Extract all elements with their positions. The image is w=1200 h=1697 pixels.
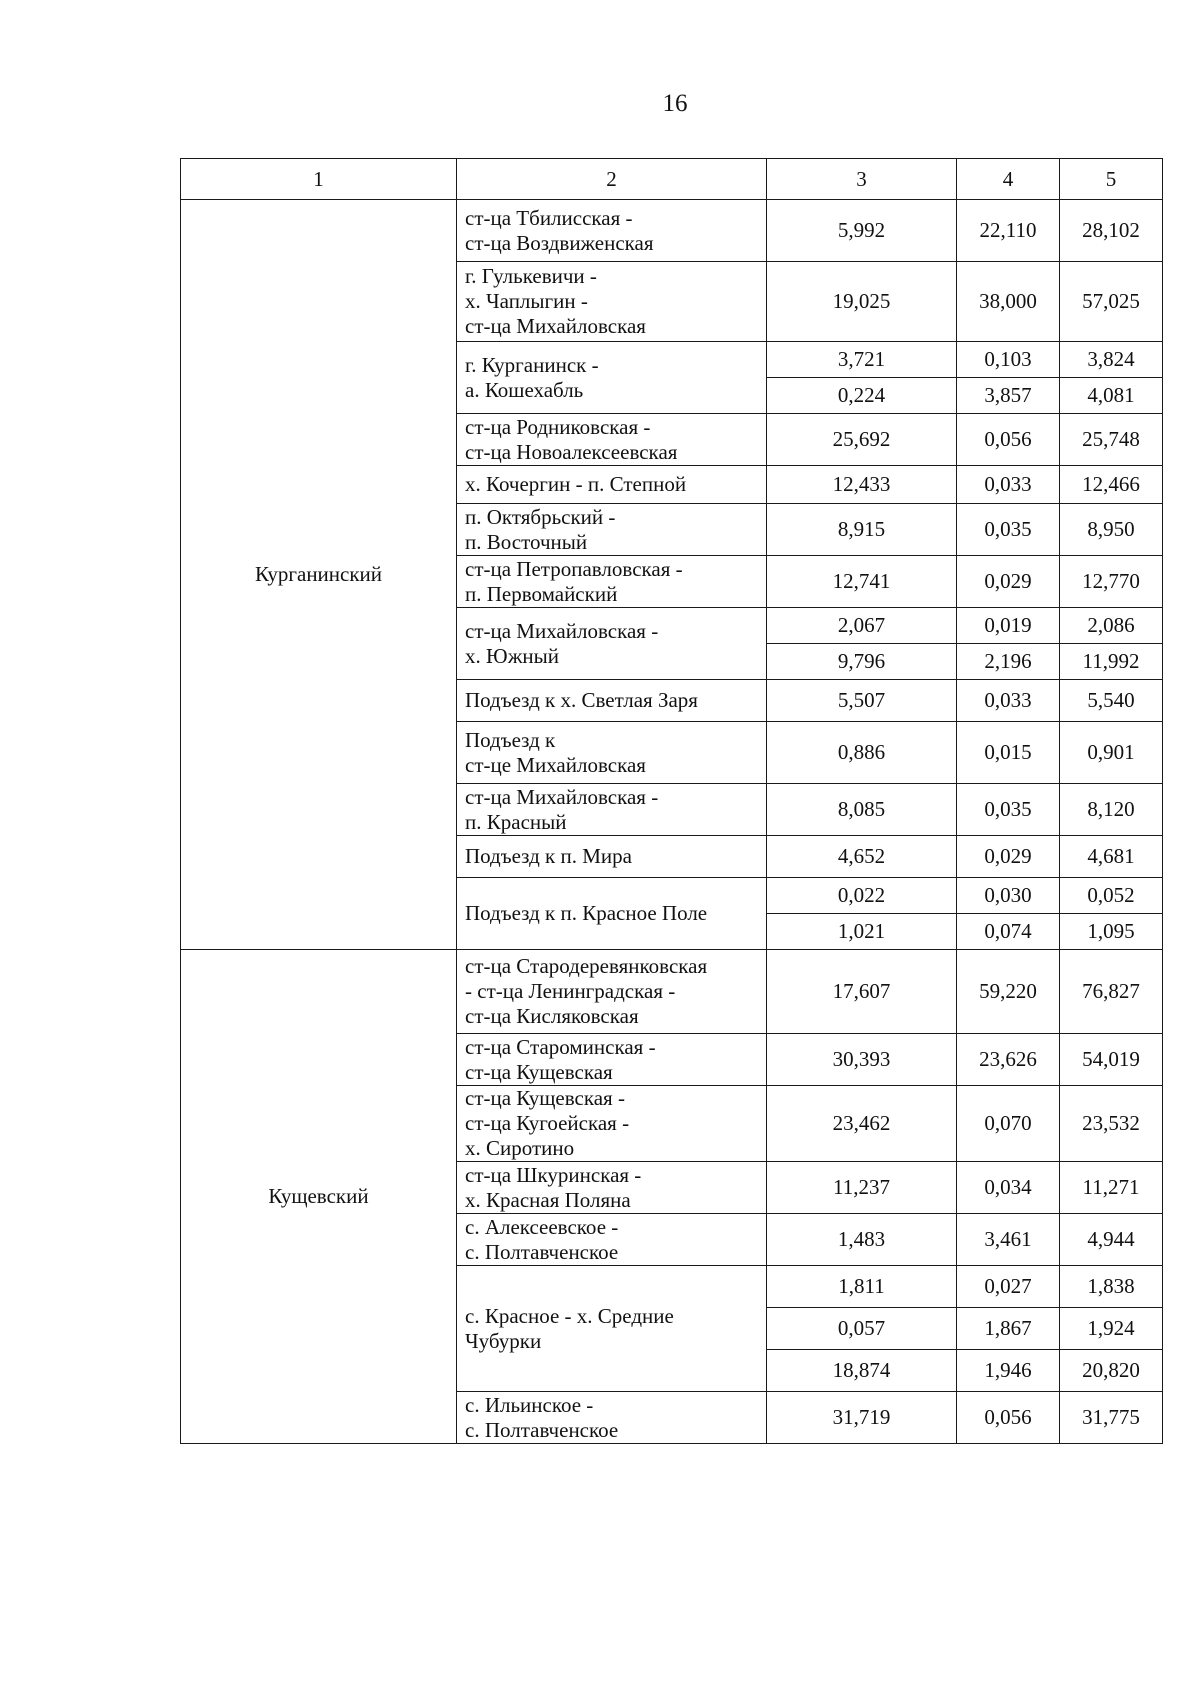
value-cell-col-5: 23,532 (1060, 1086, 1163, 1162)
value-cell-col-4: 0,103 (957, 342, 1060, 378)
road-name-cell: ст-ца Кущевская - ст-ца Кугоейская - х. Сиротино (457, 1086, 767, 1162)
value-cell-col-4: 22,110 (957, 200, 1060, 262)
value-cell-col-4: 0,015 (957, 722, 1060, 784)
header-cell: 4 (957, 159, 1060, 200)
value-cell-col-5: 11,992 (1060, 644, 1163, 680)
value-cell-col-3: 25,692 (767, 414, 957, 466)
value-cell-col-5: 4,681 (1060, 836, 1163, 878)
value-cell-col-5: 57,025 (1060, 262, 1163, 342)
value-cell-col-5: 12,466 (1060, 466, 1163, 504)
road-name-cell: ст-ца Стародеревянковская - ст-ца Ленинградская - ст-ца Кисляковская (457, 950, 767, 1034)
value-cell-col-4: 0,033 (957, 680, 1060, 722)
value-cell-col-4: 0,027 (957, 1266, 1060, 1308)
road-name-cell: Подъезд к х. Светлая Заря (457, 680, 767, 722)
value-cell-col-5: 8,950 (1060, 504, 1163, 556)
value-cell-col-4: 1,946 (957, 1350, 1060, 1392)
value-cell-col-3: 9,796 (767, 644, 957, 680)
value-cell-col-4: 0,019 (957, 608, 1060, 644)
value-cell-col-3: 8,915 (767, 504, 957, 556)
value-cell-col-4: 23,626 (957, 1034, 1060, 1086)
value-cell-col-5: 28,102 (1060, 200, 1163, 262)
road-name-cell: ст-ца Шкуринская - х. Красная Поляна (457, 1162, 767, 1214)
value-cell-col-4: 0,035 (957, 504, 1060, 556)
table-row (181, 200, 1163, 262)
value-cell-col-5: 3,824 (1060, 342, 1163, 378)
road-name-cell: Подъезд к ст-це Михайловская (457, 722, 767, 784)
value-cell-col-5: 54,019 (1060, 1034, 1163, 1086)
road-name-cell: г. Курганинск - а. Кошехабль (457, 342, 767, 414)
value-cell-col-4: 0,029 (957, 556, 1060, 608)
value-cell-col-5: 12,770 (1060, 556, 1163, 608)
value-cell-col-4: 2,196 (957, 644, 1060, 680)
road-name-cell: ст-ца Михайловская - п. Красный (457, 784, 767, 836)
road-name-cell: ст-ца Петропавловская - п. Первомайский (457, 556, 767, 608)
value-cell-col-3: 5,507 (767, 680, 957, 722)
road-name-cell: Подъезд к п. Мира (457, 836, 767, 878)
value-cell-col-5: 4,944 (1060, 1214, 1163, 1266)
value-cell-col-3: 8,085 (767, 784, 957, 836)
roads-table (180, 158, 1163, 1444)
value-cell-col-5: 8,120 (1060, 784, 1163, 836)
value-cell-col-3: 1,021 (767, 914, 957, 950)
road-name-cell: г. Гулькевичи - х. Чаплыгин - ст-ца Михайловская (457, 262, 767, 342)
value-cell-col-4: 0,035 (957, 784, 1060, 836)
value-cell-col-3: 0,057 (767, 1308, 957, 1350)
value-cell-col-4: 0,030 (957, 878, 1060, 914)
value-cell-col-3: 0,022 (767, 878, 957, 914)
value-cell-col-5: 31,775 (1060, 1392, 1163, 1444)
value-cell-col-4: 0,056 (957, 414, 1060, 466)
value-cell-col-5: 11,271 (1060, 1162, 1163, 1214)
page-number: 16 (662, 90, 688, 117)
value-cell-col-5: 25,748 (1060, 414, 1163, 466)
road-name-cell: ст-ца Тбилисская - ст-ца Воздвиженская (457, 200, 767, 262)
road-name-cell: с. Ильинское - с. Полтавченское (457, 1392, 767, 1444)
value-cell-col-5: 5,540 (1060, 680, 1163, 722)
table-row (181, 950, 1163, 1034)
value-cell-col-4: 38,000 (957, 262, 1060, 342)
value-cell-col-4: 0,070 (957, 1086, 1060, 1162)
value-cell-col-5: 1,838 (1060, 1266, 1163, 1308)
value-cell-col-3: 0,886 (767, 722, 957, 784)
value-cell-col-5: 1,095 (1060, 914, 1163, 950)
value-cell-col-3: 23,462 (767, 1086, 957, 1162)
road-name-cell: п. Октябрьский - п. Восточный (457, 504, 767, 556)
value-cell-col-3: 18,874 (767, 1350, 957, 1392)
header-cell: 1 (181, 159, 457, 200)
value-cell-col-3: 1,483 (767, 1214, 957, 1266)
road-name-cell: Подъезд к п. Красное Поле (457, 878, 767, 950)
value-cell-col-5: 0,052 (1060, 878, 1163, 914)
road-name-cell: ст-ца Михайловская - х. Южный (457, 608, 767, 680)
value-cell-col-3: 5,992 (767, 200, 957, 262)
header-cell: 2 (457, 159, 767, 200)
table-header-row (181, 159, 1163, 200)
header-cell: 3 (767, 159, 957, 200)
value-cell-col-5: 1,924 (1060, 1308, 1163, 1350)
value-cell-col-3: 31,719 (767, 1392, 957, 1444)
value-cell-col-3: 12,433 (767, 466, 957, 504)
value-cell-col-3: 11,237 (767, 1162, 957, 1214)
value-cell-col-4: 0,056 (957, 1392, 1060, 1444)
district-cell: Курганинский (181, 200, 457, 950)
header-cell: 5 (1060, 159, 1163, 200)
value-cell-col-4: 1,867 (957, 1308, 1060, 1350)
road-name-cell: с. Красное - х. Средние Чубурки (457, 1266, 767, 1392)
value-cell-col-5: 4,081 (1060, 378, 1163, 414)
value-cell-col-5: 0,901 (1060, 722, 1163, 784)
value-cell-col-4: 59,220 (957, 950, 1060, 1034)
road-name-cell: ст-ца Родниковская - ст-ца Новоалексеевская (457, 414, 767, 466)
value-cell-col-5: 2,086 (1060, 608, 1163, 644)
value-cell-col-3: 30,393 (767, 1034, 957, 1086)
value-cell-col-3: 4,652 (767, 836, 957, 878)
district-cell: Кущевский (181, 950, 457, 1444)
value-cell-col-4: 3,461 (957, 1214, 1060, 1266)
road-name-cell: с. Алексеевское - с. Полтавченское (457, 1214, 767, 1266)
value-cell-col-4: 3,857 (957, 378, 1060, 414)
value-cell-col-4: 0,074 (957, 914, 1060, 950)
value-cell-col-4: 0,029 (957, 836, 1060, 878)
value-cell-col-3: 1,811 (767, 1266, 957, 1308)
road-name-cell: ст-ца Староминская - ст-ца Кущевская (457, 1034, 767, 1086)
value-cell-col-3: 19,025 (767, 262, 957, 342)
value-cell-col-3: 3,721 (767, 342, 957, 378)
value-cell-col-4: 0,034 (957, 1162, 1060, 1214)
value-cell-col-3: 17,607 (767, 950, 957, 1034)
value-cell-col-3: 0,224 (767, 378, 957, 414)
value-cell-col-4: 0,033 (957, 466, 1060, 504)
road-name-cell: х. Кочергин - п. Степной (457, 466, 767, 504)
value-cell-col-3: 2,067 (767, 608, 957, 644)
value-cell-col-5: 76,827 (1060, 950, 1163, 1034)
value-cell-col-5: 20,820 (1060, 1350, 1163, 1392)
value-cell-col-3: 12,741 (767, 556, 957, 608)
